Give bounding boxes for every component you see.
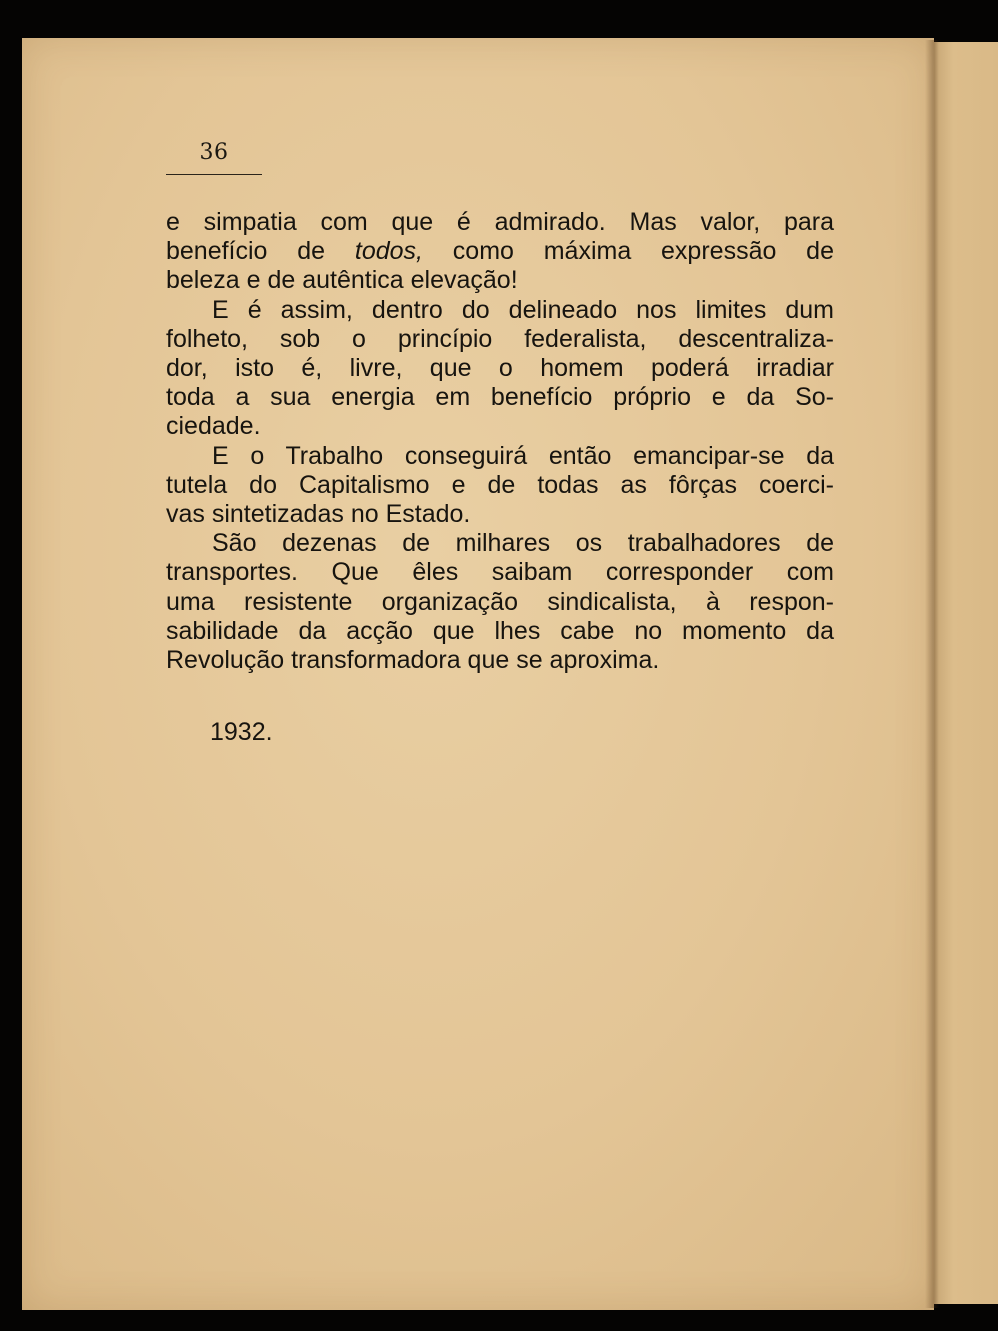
text-line: transportes. Que êles saibam corresponder com (166, 558, 834, 587)
page-gutter (925, 40, 939, 1308)
text-line: dor, isto é, livre, que o homem poderá irradiar (166, 354, 834, 383)
text-line: Revolução transformadora que se aproxima. (166, 646, 660, 675)
text-line: São dezenas de milhares os trabalhadores de (212, 529, 834, 558)
paragraph-1 (166, 208, 834, 296)
text-segment: como máxima expressão de (422, 237, 834, 266)
page-number: 36 (199, 140, 229, 165)
paragraph-3 (166, 442, 834, 530)
text-line: folheto, sob o princípio federalista, descentraliza- (166, 324, 834, 353)
text-line: beleza e de autêntica elevação! (166, 266, 518, 295)
text-segment: benefício de (166, 237, 355, 266)
text-line: sabilidade da acção que lhes cabe no momento da (166, 616, 834, 645)
text-line: toda a sua energia em benefício próprio e da So- (166, 383, 834, 412)
text-line (166, 237, 834, 266)
paragraph-4 (166, 529, 834, 675)
text-line: E o Trabalho conseguirá então emancipar-se da (212, 441, 834, 470)
date-line: 1932. (210, 718, 273, 746)
text-line: e simpatia com que é admirado. Mas valor, para (166, 208, 834, 236)
text-line: ciedade. (166, 412, 261, 441)
text-line: tutela do Capitalismo e de todas as fôrças coerci- (166, 470, 834, 499)
body-text (166, 208, 834, 675)
page-number-rule (166, 174, 262, 175)
text-line: uma resistente organização sindicalista, à respon- (166, 587, 834, 616)
paragraph-2 (166, 296, 834, 442)
text-line: E é assim, dentro do delineado nos limites dum (212, 295, 834, 324)
emphasis-word: todos, (354, 237, 423, 266)
text-line: vas sintetizadas no Estado. (166, 500, 471, 529)
next-page-edge (934, 42, 998, 1304)
